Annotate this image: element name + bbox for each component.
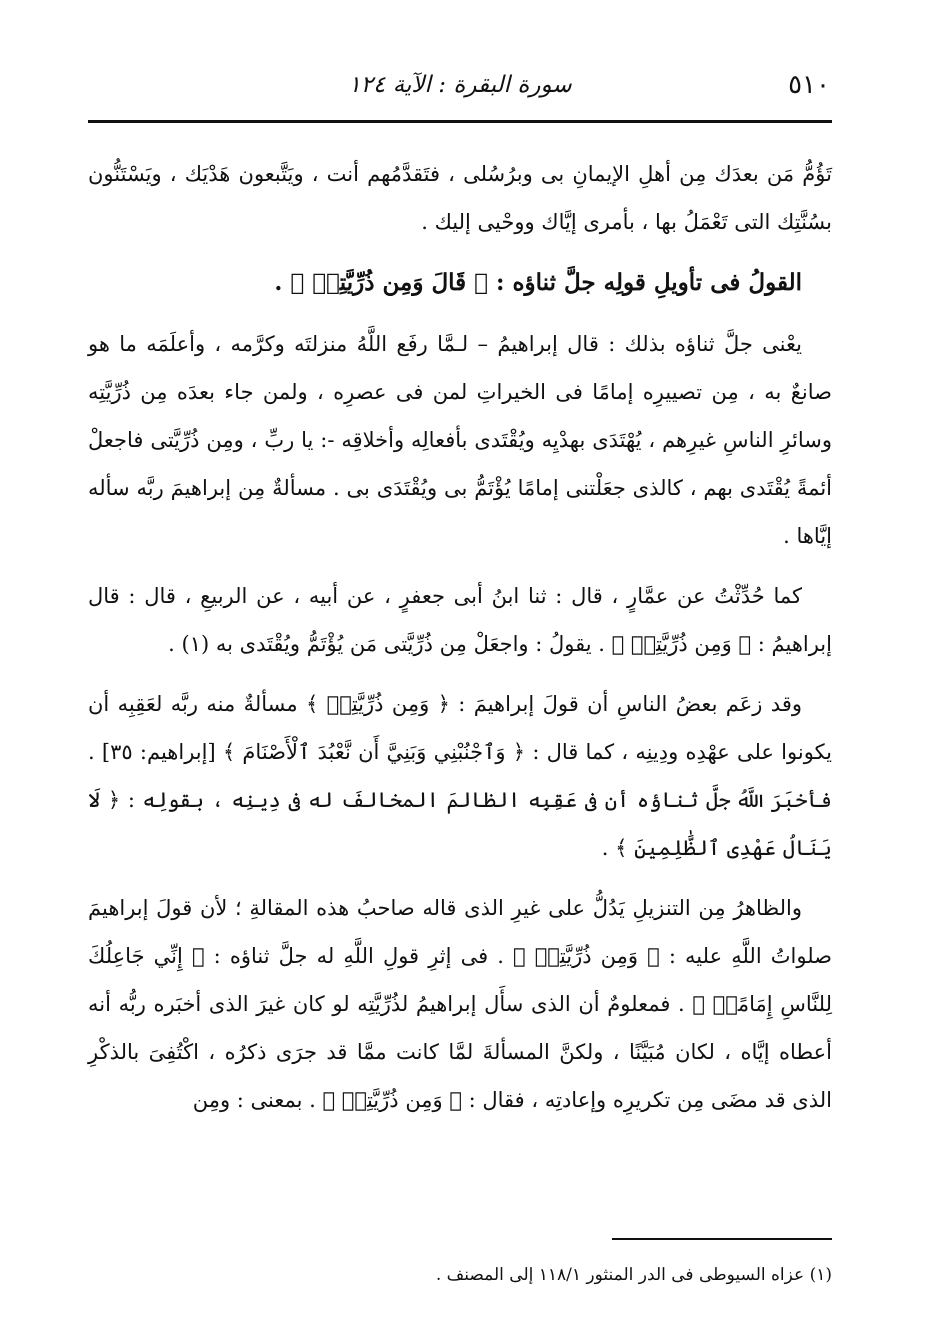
footnote-divider [612,1238,832,1240]
page-header [90,70,830,110]
paragraph-4: وقد زعَم بعضُ الناسِ أن قولَ إبراهيمَ : ﴿ وَمِن ذُرِّيَّتِيۖ ﴾ مسألةٌ منه ربَّه لعَقِبِه أن يكونوا على عهْدِه ودِينِه ، كما قال : ﴿ وَٱجْنُبْنِي وَبَنِيَّ أَن نَّعْبُدَ ٱلْأَصْنَامَ ﴾ [إبراهيم: ٣٥] . فأخبَرَ اللَّهُ جلَّ ثناؤه أن فى عَقِبِه الظالمَ المخالفَ له فى دِينِه ، بقولِه : ﴿ لَا يَنَالُ عَهْدِى ٱلظَّٰلِمِينَ ﴾ . [88,692,833,860]
paragraph-2: يعْنى جلَّ ثناؤه بذلك : قال إبراهيمُ – لـمَّا رفَع اللَّهُ منزلتَه وكرَّمه ، وأعلَمَه ما هو صانعٌ به ، مِن تصييرِه إمامًا فى الخيراتِ لمن فى عصرِه ، ولمن جاء بعدَه مِن ذُرِّيَّتِه وسائرِ الناسِ غيرِهم ، يُهْتَدَى بهدْيِه ويُقْتَدى بأفعالِه وأخلاقِه -: يا ربِّ ، ومِن ذُرِّيَّتى فاجعلْ أئمةً يُقْتَدى بهم ، كالذى جعَلْتنى إمامًا يُؤْتَمُّ بى ويُقْتَدَى بى . مسألةٌ مِن إبراهيمَ ربَّه سأله إيَّاها . [88,332,832,548]
section-heading: القولُ فى تأويلِ قولِه جلَّ ثناؤه : ﴿ قَالَ وَمِن ذُرِّيَّتِيۖ ﴾ . [274,269,802,296]
running-title: سورة البقرة : الآية ١٢٤ [348,72,572,98]
page-number: ٥١٠ [788,70,830,100]
main-text [88,150,832,1136]
footnote: (١) عزاه السيوطى فى الدر المنثور ١١٨/١ إلى المصنف . [435,1265,832,1285]
header-divider [88,120,832,123]
paragraph-3: كما حُدِّثْتُ عن عمَّارٍ ، قال : ثنا ابنُ أبى جعفرٍ ، عن أبيه ، عن الربيعِ ، قال : قال إبراهيمُ : ﴿ وَمِن ذُرِّيَّتِيۖ ﴾ . يقولُ : واجعَلْ مِن ذُرِّيَّتى مَن يُؤْتَمُّ ويُقْتَدى به (١) . [88,584,832,656]
paragraph-5: والظاهرُ مِن التنزيلِ يَدُلُّ على غيرِ الذى قاله صاحبُ هذه المقالةِ ؛ لأن قولَ إبراهيمَ صلواتُ اللَّهِ عليه : ﴿ وَمِن ذُرِّيَّتِيۖ ﴾ . فى إثرِ قولِ اللَّهِ له جلَّ ثناؤه : ﴿ إِنِّي جَاعِلُكَ لِلنَّاسِ إِمَامًاۖ ﴾ . فمعلومٌ أن الذى سأَل إبراهيمُ لذُرِّيَّتِه لو كان غيرَ الذى أخبَره ربُّه أنه أعطاه إيَّاه ، لكان مُبَيَّنًا ، ولكنَّ المسألةَ لمَّا كانت ممَّا قد جرَى ذكرُه ، اكْتُفِىَ بالذكْرِ الذى قد مضَى مِن تكريرِه وإعادتِه ، فقال : ﴿ وَمِن ذُرِّيَّتِيۖ ﴾ . بمعنى : ومِن [88,896,832,1112]
paragraph-1: تَؤُمُّ مَن بعدَك مِن أهلِ الإيمانِ بى وبرُسُلى ، فتَقدَّمُهم أنت ، ويَتَّبعون هَدْيَك ، ويَسْتَنُّون بسُنَّتِك التى تَعْمَلُ بها ، بأمرى إيَّاك ووحْيى إليك . [88,162,832,234]
